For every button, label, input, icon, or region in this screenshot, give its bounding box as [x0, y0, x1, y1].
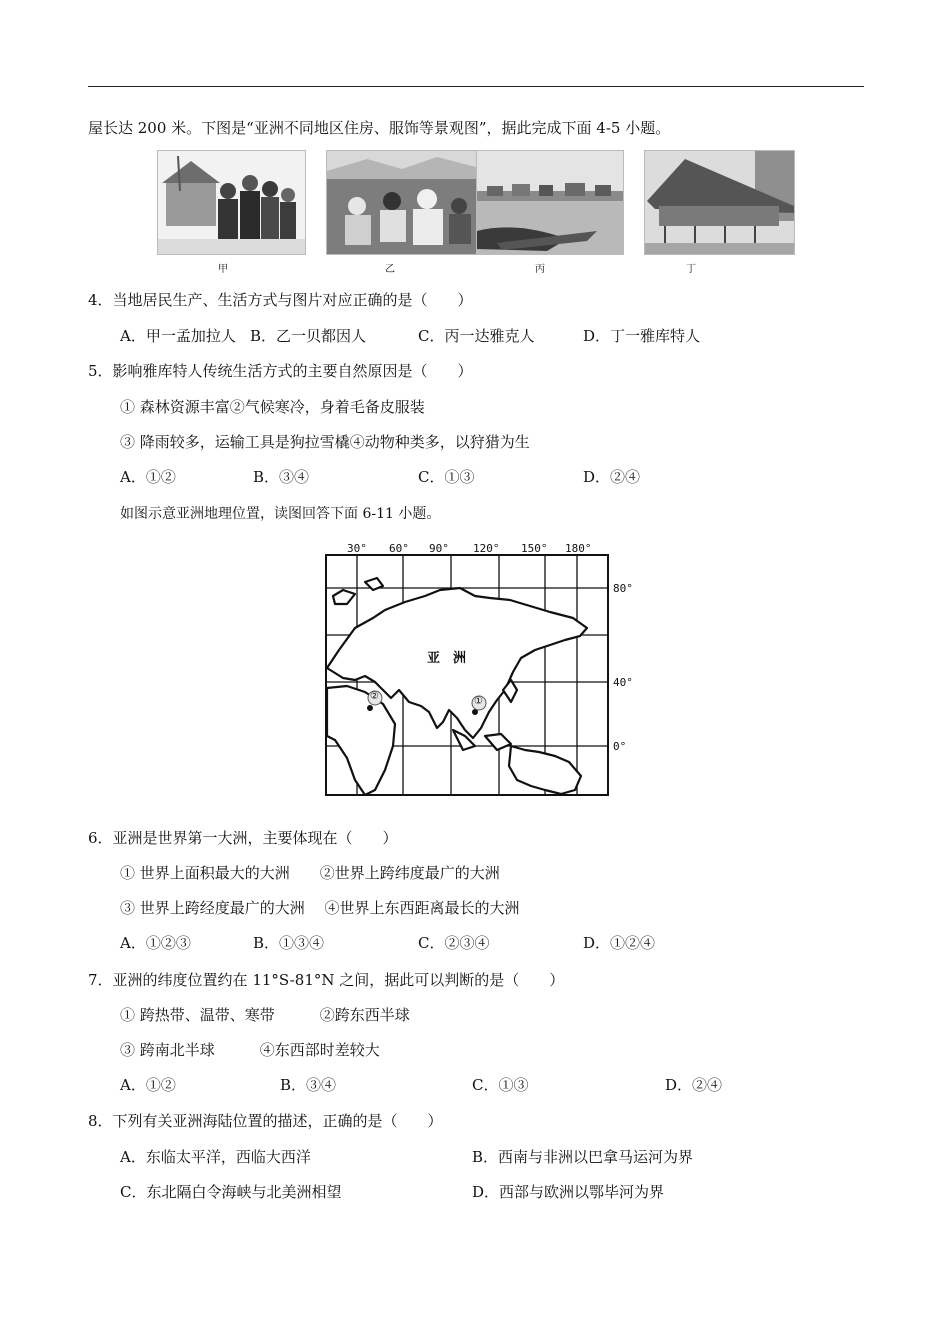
intro-line: 屋长达 200 米。下图是“亚洲不同地区住房、服饰等景观图”，据此完成下面 4-5 小题。 — [88, 119, 671, 137]
desert-tent-photo-icon — [327, 151, 476, 254]
q6-option-c[interactable]: C．②③④ — [418, 934, 490, 952]
lon-label-150: 150° — [521, 542, 548, 555]
inuit-family-photo-icon — [158, 151, 305, 254]
q5-option-a[interactable]: A．①② — [120, 468, 176, 486]
photo-caption-bing: 丙 — [535, 264, 545, 275]
q5-option-c[interactable]: C．①③ — [418, 468, 475, 486]
q8-option-a[interactable]: A．东临太平洋，西临大西洋 — [120, 1148, 311, 1166]
q4-option-d[interactable]: D．丁一雅库特人 — [583, 327, 701, 345]
map-intro: 如图示意亚洲地理位置，读图回答下面 6-11 小题。 — [120, 506, 441, 522]
header-rule — [88, 86, 864, 87]
q8-option-b[interactable]: B．西南与非洲以巴拿马运河为界 — [472, 1148, 694, 1166]
photo-caption-jia: 甲 — [218, 264, 228, 275]
q5-stem: 5．影响雅库特人传统生活方式的主要自然原因是（ ） — [88, 362, 473, 380]
photo-yi — [326, 150, 477, 255]
q6-line2: ③ 世界上跨经度最广的大洲 ④世界上东西距离最长的大洲 — [120, 899, 520, 917]
photo-jia — [157, 150, 306, 255]
q4-stem: 4．当地居民生产、生活方式与图片对应正确的是（ ） — [88, 291, 473, 309]
asia-map — [325, 540, 645, 800]
q7-option-d[interactable]: D．②④ — [665, 1076, 723, 1094]
q7-option-c[interactable]: C．①③ — [472, 1076, 529, 1094]
marker-2-label: ② — [370, 691, 379, 702]
q4-option-c[interactable]: C．丙一达雅克人 — [418, 327, 535, 345]
asia-map-graphic — [325, 540, 645, 800]
lat-label-40: 40° — [613, 676, 633, 689]
q8-stem: 8．下列有关亚洲海陆位置的描述，正确的是（ ） — [88, 1112, 443, 1130]
q6-option-b[interactable]: B．①③④ — [253, 934, 325, 952]
photo-ding — [644, 150, 795, 255]
q4-option-b[interactable]: B．乙一贝都因人 — [250, 327, 367, 345]
longhouse-photo-icon — [645, 151, 794, 254]
lon-label-30: 30° — [347, 542, 367, 555]
q6-option-d[interactable]: D．①②④ — [583, 934, 656, 952]
lon-label-120: 120° — [473, 542, 500, 555]
photo-caption-ding: 丁 — [686, 264, 696, 275]
q7-stem: 7．亚洲的纬度位置约在 11°S-81°N 之间，据此可以判断的是（ ） — [88, 971, 565, 989]
marker-1-label: ① — [474, 696, 483, 707]
q5-line1: ① 森林资源丰富②气候寒冷，身着毛备皮服装 — [120, 398, 425, 416]
q6-stem: 6．亚洲是世界第一大洲，主要体现在（ ） — [88, 829, 398, 847]
q5-line2: ③ 降雨较多，运输工具是狗拉雪橇④动物种类多，以狩猎为生 — [120, 433, 530, 451]
q7-line2: ③ 跨南北半球 ④东西部时差较大 — [120, 1041, 380, 1059]
q7-option-a[interactable]: A．①② — [120, 1076, 176, 1094]
q4-option-a[interactable]: A．甲一孟加拉人 — [120, 327, 236, 345]
photo-bing — [476, 150, 624, 255]
q5-option-d[interactable]: D．②④ — [583, 468, 641, 486]
lat-label-0: 0° — [613, 740, 627, 753]
q7-line1: ① 跨热带、温带、寒带 ②跨东西半球 — [120, 1006, 410, 1024]
q5-option-b[interactable]: B．③④ — [253, 468, 310, 486]
marker-2-dot — [367, 705, 373, 711]
lat-label-80: 80° — [613, 582, 633, 595]
lon-label-60: 60° — [389, 542, 409, 555]
continent-label: 亚 洲 — [427, 651, 467, 666]
q8-option-d[interactable]: D．西部与欧洲以鄂毕河为界 — [472, 1183, 665, 1201]
q6-line1: ① 世界上面积最大的大洲 ②世界上跨纬度最广的大洲 — [120, 864, 500, 882]
boat-village-photo-icon — [477, 151, 623, 254]
lon-label-90: 90° — [429, 542, 449, 555]
q8-option-c[interactable]: C．东北隔白令海峡与北美洲相望 — [120, 1183, 342, 1201]
q6-option-a[interactable]: A．①②③ — [120, 934, 191, 952]
q7-option-b[interactable]: B．③④ — [280, 1076, 337, 1094]
lon-label-180: 180° — [565, 542, 592, 555]
photo-caption-yi: 乙 — [385, 264, 395, 275]
